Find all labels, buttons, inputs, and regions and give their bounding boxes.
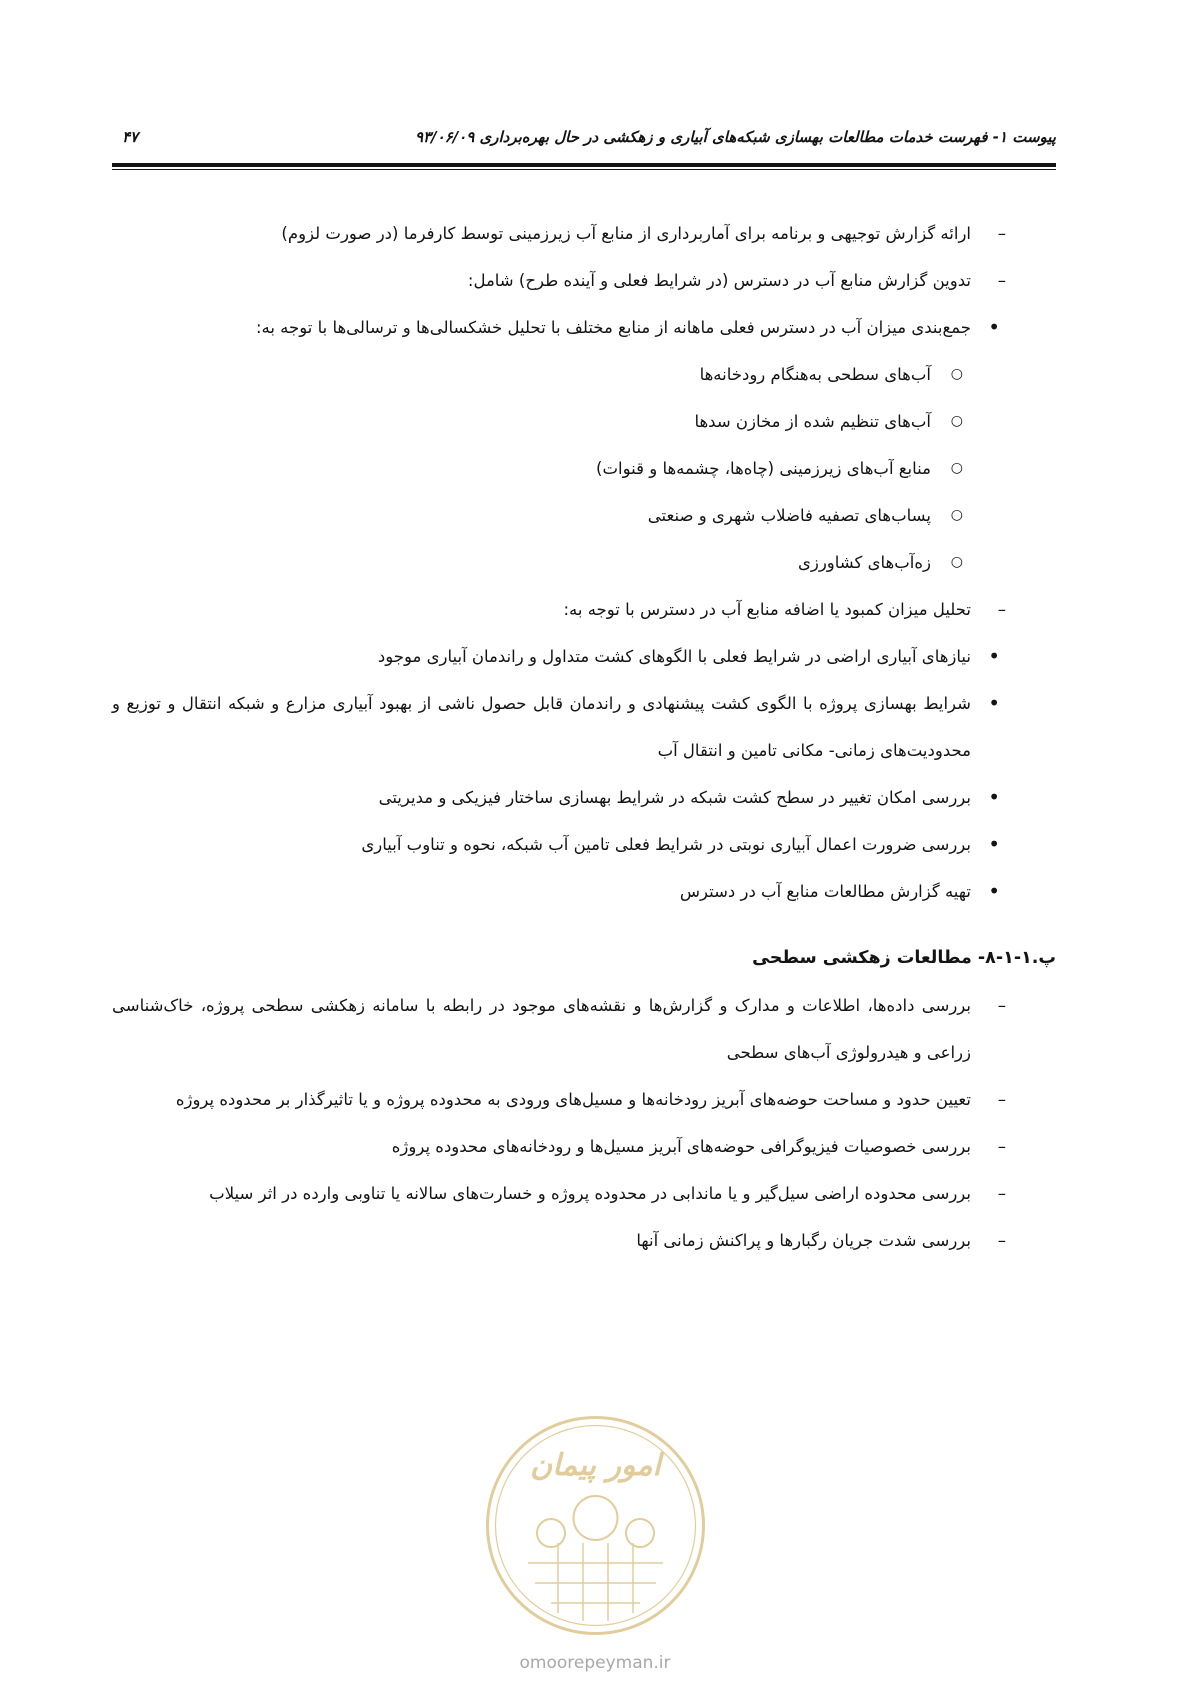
header-rule-thick [112, 163, 1056, 167]
dash-item: – بررسی خصوصیات فیزیوگرافی حوضه‌های آبریز مسیل‌ها و رودخانه‌های محدوده پروژه [112, 1123, 1056, 1170]
bullet-item: • بررسی امکان تغییر در سطح کشت شبکه در شرایط بهسازی ساختار فیزیکی و مدیریتی [112, 774, 1056, 821]
header-rule-thin [112, 169, 1056, 170]
bullet-item: • بررسی ضرورت اعمال آبیاری نوبتی در شرایط فعلی تامین آب شبکه، نحوه و تناوب آبیاری [112, 821, 1056, 868]
dash-item: – تعیین حدود و مساحت حوضه‌های آبریز رودخانه‌ها و مسیل‌های ورودی به محدوده پروژه و یا تاثیرگذار بر محدوده پروژه [112, 1076, 1056, 1123]
bullet-item: • شرایط بهسازی پروژه با الگوی کشت پیشنهادی و راندمان قابل حصول ناشی از بهبود آبیاری مزارع و شبکه انتقال و توزیع و محدودیت‌های زمانی- مکانی تامین و انتقال آب [112, 680, 1056, 774]
bullet-item: • جمع‌بندی میزان آب در دسترس فعلی ماهانه از منابع مختلف با تحلیل خشکسالی‌ها و ترسالی‌ها با توجه به: [112, 304, 1056, 351]
circle-item: ○ پساب‌های تصفیه فاضلاب شهری و صنعتی [112, 492, 1056, 539]
circle-item: ○ آب‌های تنظیم شده از مخازن سدها [112, 398, 1056, 445]
page-number: ۴۷ [122, 128, 139, 146]
circle-item: ○ زه‌آب‌های کشاورزی [112, 539, 1056, 586]
page-body [112, 210, 1056, 1264]
stamp-text: امور پیمان [530, 1448, 661, 1483]
dash-item: – تحلیل میزان کمبود یا اضافه منابع آب در دسترس با توجه به: [112, 586, 1056, 633]
bullet-item: • نیازهای آبیاری اراضی در شرایط فعلی با الگوهای کشت متداول و راندمان آبیاری موجود [112, 633, 1056, 680]
dash-item: – بررسی داده‌ها، اطلاعات و مدارک و گزارش‌ها و نقشه‌های موجود در رابطه با سامانه زهکشی سطحی پروژه، خاک‌شناسی زراعی و هیدرولوژی آب‌های سطحی [112, 982, 1056, 1076]
circle-item: ○ آب‌های سطحی به‌هنگام رودخانه‌ها [112, 351, 1056, 398]
circle-item: ○ منابع آب‌های زیرزمینی (چاه‌ها، چشمه‌ها و قنوات) [112, 445, 1056, 492]
dash-item: – تدوین گزارش منابع آب در دسترس (در شرایط فعلی و آینده طرح) شامل: [112, 257, 1056, 304]
dash-item: – بررسی محدوده اراضی سیل‌گیر و یا ماندابی در محدوده پروژه و خسارت‌های سالانه یا تناوبی وارده در اثر سیلاب [112, 1170, 1056, 1217]
section-heading: پ.۱-۱-۸- مطالعات زهکشی سطحی [752, 948, 1056, 968]
page-header [112, 128, 1056, 152]
dash-item: – ارائه گزارش توجیهی و برنامه برای آماربرداری از منابع آب زیرزمینی توسط کارفرما (در صورت لزوم) [112, 210, 1056, 257]
dash-item: – بررسی شدت جریان رگبارها و پراکنش زمانی آنها [112, 1217, 1056, 1264]
stamp-logo [483, 1413, 708, 1638]
bullet-item: • تهیه گزارش مطالعات منابع آب در دسترس [112, 868, 1056, 915]
watermark-url: omoorepeyman.ir [519, 1653, 671, 1673]
header-title: پیوست ۱- فهرست خدمات مطالعات بهسازی شبکه‌های آبیاری و زهکشی در حال بهره‌برداری ۹۳/۰۶/۰۹ [415, 128, 1056, 146]
